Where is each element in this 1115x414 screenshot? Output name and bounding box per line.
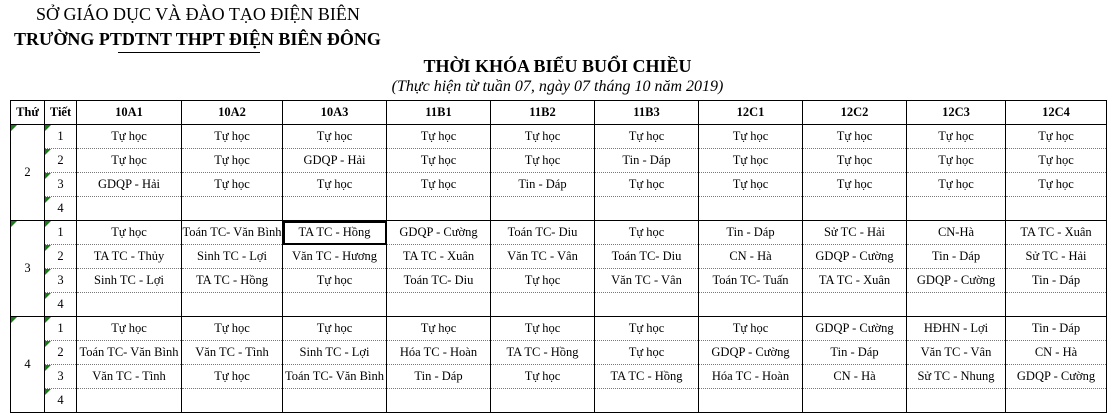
schedule-cell[interactable]: Tự học: [699, 173, 803, 197]
schedule-cell[interactable]: TA TC - Hồng: [595, 365, 699, 389]
day-label: 2: [24, 165, 31, 179]
schedule-cell[interactable]: Tin - Dáp: [387, 365, 491, 389]
period-cell[interactable]: [45, 197, 77, 221]
schedule-cell[interactable]: [77, 293, 182, 317]
table-row: [11, 365, 1107, 389]
schedule-cell[interactable]: Tự học: [491, 269, 595, 293]
schedule-cell[interactable]: TA TC - Hồng: [283, 221, 387, 245]
schedule-cell[interactable]: [283, 293, 387, 317]
table-row: [11, 125, 1107, 149]
period-cell[interactable]: [45, 293, 77, 317]
schedule-cell[interactable]: Tự học: [907, 173, 1006, 197]
schedule-cell[interactable]: Tự học: [491, 365, 595, 389]
class-header[interactable]: 12C2: [803, 101, 907, 125]
schedule-cell[interactable]: Tự học: [595, 317, 699, 341]
schedule-cell[interactable]: [491, 197, 595, 221]
schedule-cell[interactable]: Tự học: [595, 125, 699, 149]
period-cell[interactable]: [45, 173, 77, 197]
schedule-cell[interactable]: GDQP - Cường: [699, 341, 803, 365]
timetable-title: THỜI KHÓA BIỂU BUỔI CHIỀU: [423, 56, 692, 76]
school-name: TRƯỜNG PTDTNT THPT ĐIỆN BIÊN ĐÔNG: [14, 29, 381, 49]
schedule-cell[interactable]: Tự học: [491, 317, 595, 341]
table-row: [11, 269, 1107, 293]
schedule-cell[interactable]: Tự học: [1006, 125, 1107, 149]
table-row: [11, 149, 1107, 173]
schedule-cell[interactable]: Tự học: [283, 173, 387, 197]
class-header[interactable]: 12C3: [907, 101, 1006, 125]
document-header: [0, 0, 1115, 100]
period-label: 3: [57, 369, 64, 383]
schedule-cell[interactable]: [491, 293, 595, 317]
period-cell[interactable]: [45, 245, 77, 269]
period-label: 4: [57, 393, 64, 407]
schedule-cell[interactable]: TA TC - Thủy: [77, 245, 182, 269]
school-underline: [118, 52, 260, 53]
schedule-cell[interactable]: Toán TC- Diu: [387, 269, 491, 293]
schedule-cell[interactable]: [907, 293, 1006, 317]
schedule-cell[interactable]: GDQP - Cường: [387, 221, 491, 245]
schedule-cell[interactable]: Tự học: [283, 269, 387, 293]
schedule-cell[interactable]: [1006, 389, 1107, 413]
class-header[interactable]: 10A2: [182, 101, 283, 125]
schedule-cell[interactable]: [387, 197, 491, 221]
col-day-header[interactable]: Thứ: [11, 101, 45, 125]
schedule-cell[interactable]: Tự học: [387, 125, 491, 149]
schedule-cell[interactable]: [387, 389, 491, 413]
cell-marker-icon: [45, 389, 51, 395]
schedule-cell[interactable]: CN - Hà: [1006, 341, 1107, 365]
schedule-cell[interactable]: TA TC - Hồng: [182, 269, 283, 293]
period-label: 3: [57, 273, 64, 287]
schedule-cell[interactable]: [182, 197, 283, 221]
schedule-cell[interactable]: Tin - Dáp: [1006, 269, 1107, 293]
schedule-cell[interactable]: Văn TC - Vân: [907, 341, 1006, 365]
schedule-cell[interactable]: Tự học: [387, 173, 491, 197]
day-cell[interactable]: [11, 317, 45, 413]
schedule-cell[interactable]: [803, 293, 907, 317]
schedule-cell[interactable]: CN-Hà: [907, 221, 1006, 245]
period-label: 2: [57, 249, 64, 263]
day-label: 4: [24, 357, 31, 371]
schedule-cell[interactable]: Văn TC - Tình: [182, 341, 283, 365]
table-row: [11, 341, 1107, 365]
schedule-cell[interactable]: Tin - Dáp: [803, 341, 907, 365]
schedule-cell[interactable]: [595, 389, 699, 413]
schedule-cell[interactable]: [1006, 293, 1107, 317]
period-cell[interactable]: [45, 317, 77, 341]
schedule-cell[interactable]: Tự học: [77, 149, 182, 173]
schedule-cell[interactable]: Toán TC- Văn Bình: [182, 221, 283, 245]
schedule-cell[interactable]: GDQP - Hải: [77, 173, 182, 197]
schedule-cell[interactable]: Sinh TC - Lợi: [182, 245, 283, 269]
table-row: [11, 245, 1107, 269]
cell-marker-icon: [45, 341, 51, 347]
schedule-cell[interactable]: Tự học: [1006, 173, 1107, 197]
table-row: [11, 389, 1107, 413]
schedule-cell[interactable]: Tự học: [803, 173, 907, 197]
day-label: 3: [24, 261, 31, 275]
schedule-cell[interactable]: TA TC - Hồng: [491, 341, 595, 365]
table-row: [11, 197, 1107, 221]
schedule-cell[interactable]: Toán TC- Diu: [595, 245, 699, 269]
schedule-cell[interactable]: [77, 197, 182, 221]
schedule-cell[interactable]: Tự học: [387, 317, 491, 341]
period-cell[interactable]: [45, 365, 77, 389]
table-row: [11, 293, 1107, 317]
schedule-cell[interactable]: TA TC - Xuân: [1006, 221, 1107, 245]
schedule-cell[interactable]: [283, 197, 387, 221]
schedule-cell[interactable]: GDQP - Cường: [803, 317, 907, 341]
schedule-cell[interactable]: Tự học: [77, 125, 182, 149]
schedule-cell[interactable]: Tự học: [595, 173, 699, 197]
cell-marker-icon: [45, 173, 51, 179]
period-label: 1: [57, 225, 64, 239]
schedule-cell[interactable]: TA TC - Xuân: [803, 269, 907, 293]
schedule-cell[interactable]: CN - Hà: [803, 365, 907, 389]
schedule-cell[interactable]: Tự học: [803, 149, 907, 173]
schedule-cell[interactable]: Tự học: [803, 125, 907, 149]
schedule-cell[interactable]: Tự học: [907, 149, 1006, 173]
period-cell[interactable]: [45, 341, 77, 365]
schedule-cell[interactable]: Tin - Dáp: [1006, 317, 1107, 341]
schedule-cell[interactable]: Toán TC- Văn Bình: [77, 341, 182, 365]
schedule-cell[interactable]: [491, 389, 595, 413]
class-header[interactable]: 10A1: [77, 101, 182, 125]
period-cell[interactable]: [45, 149, 77, 173]
cell-marker-icon: [45, 221, 51, 227]
cell-marker-icon: [45, 317, 51, 323]
class-header[interactable]: 12C4: [1006, 101, 1107, 125]
schedule-cell[interactable]: Toán TC- Văn Bình: [283, 365, 387, 389]
timetable-subtitle: (Thực hiện từ tuần 07, ngày 07 tháng 10 năm 2019): [391, 78, 724, 95]
period-label: 2: [57, 345, 64, 359]
schedule-cell[interactable]: Tự học: [182, 365, 283, 389]
schedule-cell[interactable]: [283, 389, 387, 413]
schedule-cell[interactable]: Sử TC - Nhung: [907, 365, 1006, 389]
schedule-cell[interactable]: Tự học: [595, 221, 699, 245]
class-header[interactable]: 11B3: [595, 101, 699, 125]
schedule-cell[interactable]: Tin - Dáp: [907, 245, 1006, 269]
day-cell[interactable]: [11, 125, 45, 221]
table-row: [11, 221, 1107, 245]
schedule-cell[interactable]: Sử TC - Hải: [1006, 245, 1107, 269]
schedule-cell[interactable]: GDQP - Hải: [283, 149, 387, 173]
period-label: 2: [57, 153, 64, 167]
schedule-cell[interactable]: [182, 293, 283, 317]
schedule-cell[interactable]: Tự học: [182, 125, 283, 149]
cell-marker-icon: [45, 149, 51, 155]
table-row: [11, 173, 1107, 197]
schedule-cell[interactable]: [595, 293, 699, 317]
header-row: [11, 101, 1107, 125]
schedule-cell[interactable]: Tự học: [699, 125, 803, 149]
cell-marker-icon: [45, 197, 51, 203]
schedule-cell[interactable]: [803, 197, 907, 221]
schedule-cell[interactable]: [699, 197, 803, 221]
cell-marker-icon: [11, 125, 17, 131]
schedule-cell[interactable]: Tự học: [1006, 149, 1107, 173]
schedule-cell[interactable]: Văn TC - Vân: [491, 245, 595, 269]
timetable: [10, 100, 1107, 413]
schedule-cell[interactable]: Tự học: [699, 317, 803, 341]
period-cell[interactable]: [45, 389, 77, 413]
period-cell[interactable]: [45, 269, 77, 293]
schedule-cell[interactable]: Sinh TC - Lợi: [283, 341, 387, 365]
class-header[interactable]: 11B1: [387, 101, 491, 125]
schedule-cell[interactable]: GDQP - Cường: [907, 269, 1006, 293]
schedule-cell[interactable]: Tự học: [182, 317, 283, 341]
table-row: [11, 317, 1107, 341]
period-label: 1: [57, 321, 64, 335]
schedule-cell[interactable]: [595, 197, 699, 221]
schedule-cell[interactable]: [387, 293, 491, 317]
schedule-cell[interactable]: Tự học: [387, 149, 491, 173]
schedule-cell[interactable]: [699, 293, 803, 317]
schedule-cell[interactable]: Tự học: [283, 317, 387, 341]
schedule-cell[interactable]: Tự học: [182, 173, 283, 197]
cell-marker-icon: [45, 245, 51, 251]
schedule-cell[interactable]: [699, 389, 803, 413]
schedule-cell[interactable]: Hóa TC - Hoàn: [387, 341, 491, 365]
cell-marker-icon: [45, 269, 51, 275]
schedule-cell[interactable]: [182, 389, 283, 413]
schedule-cell[interactable]: GDQP - Cường: [803, 245, 907, 269]
schedule-cell[interactable]: Tự học: [77, 221, 182, 245]
period-cell[interactable]: [45, 125, 77, 149]
schedule-cell[interactable]: TA TC - Xuân: [387, 245, 491, 269]
schedule-cell[interactable]: Tự học: [182, 149, 283, 173]
schedule-cell[interactable]: Tin - Dáp: [699, 221, 803, 245]
schedule-cell[interactable]: Văn TC - Vân: [595, 269, 699, 293]
schedule-cell[interactable]: [907, 197, 1006, 221]
schedule-cell[interactable]: GDQP - Cường: [1006, 365, 1107, 389]
schedule-cell[interactable]: Tự học: [77, 317, 182, 341]
schedule-cell[interactable]: Tự học: [699, 149, 803, 173]
day-cell[interactable]: [11, 221, 45, 317]
schedule-cell[interactable]: Sinh TC - Lợi: [77, 269, 182, 293]
schedule-cell[interactable]: Văn TC - Hương: [283, 245, 387, 269]
cell-marker-icon: [45, 125, 51, 131]
period-label: 4: [57, 297, 64, 311]
col-period-header[interactable]: Tiết: [45, 101, 77, 125]
cell-marker-icon: [11, 317, 17, 323]
period-cell[interactable]: [45, 221, 77, 245]
schedule-cell[interactable]: [803, 389, 907, 413]
schedule-cell[interactable]: Tự học: [907, 125, 1006, 149]
schedule-cell[interactable]: Sử TC - Hải: [803, 221, 907, 245]
class-header[interactable]: 11B2: [491, 101, 595, 125]
department-name: SỞ GIÁO DỤC VÀ ĐÀO TẠO ĐIỆN BIÊN: [36, 4, 360, 24]
schedule-cell[interactable]: Toán TC- Diu: [491, 221, 595, 245]
schedule-cell[interactable]: Tin - Dáp: [595, 149, 699, 173]
schedule-cell[interactable]: [907, 389, 1006, 413]
schedule-cell[interactable]: Tự học: [491, 149, 595, 173]
period-label: 4: [57, 201, 64, 215]
schedule-cell[interactable]: Tự học: [283, 125, 387, 149]
schedule-cell[interactable]: [1006, 197, 1107, 221]
schedule-cell[interactable]: Tự học: [491, 125, 595, 149]
cell-marker-icon: [45, 365, 51, 371]
schedule-cell[interactable]: Toán TC- Tuấn: [699, 269, 803, 293]
schedule-cell[interactable]: Tin - Dáp: [491, 173, 595, 197]
class-header[interactable]: 12C1: [699, 101, 803, 125]
period-label: 3: [57, 177, 64, 191]
timetable-body: [11, 125, 1107, 413]
cell-marker-icon: [45, 293, 51, 299]
period-label: 1: [57, 129, 64, 143]
class-header[interactable]: 10A3: [283, 101, 387, 125]
schedule-cell[interactable]: Tự học: [595, 341, 699, 365]
schedule-cell[interactable]: Văn TC - Tình: [77, 365, 182, 389]
schedule-cell[interactable]: HĐHN - Lợi: [907, 317, 1006, 341]
schedule-cell[interactable]: CN - Hà: [699, 245, 803, 269]
schedule-cell[interactable]: [77, 389, 182, 413]
cell-marker-icon: [11, 221, 17, 227]
schedule-cell[interactable]: Hóa TC - Hoàn: [699, 365, 803, 389]
